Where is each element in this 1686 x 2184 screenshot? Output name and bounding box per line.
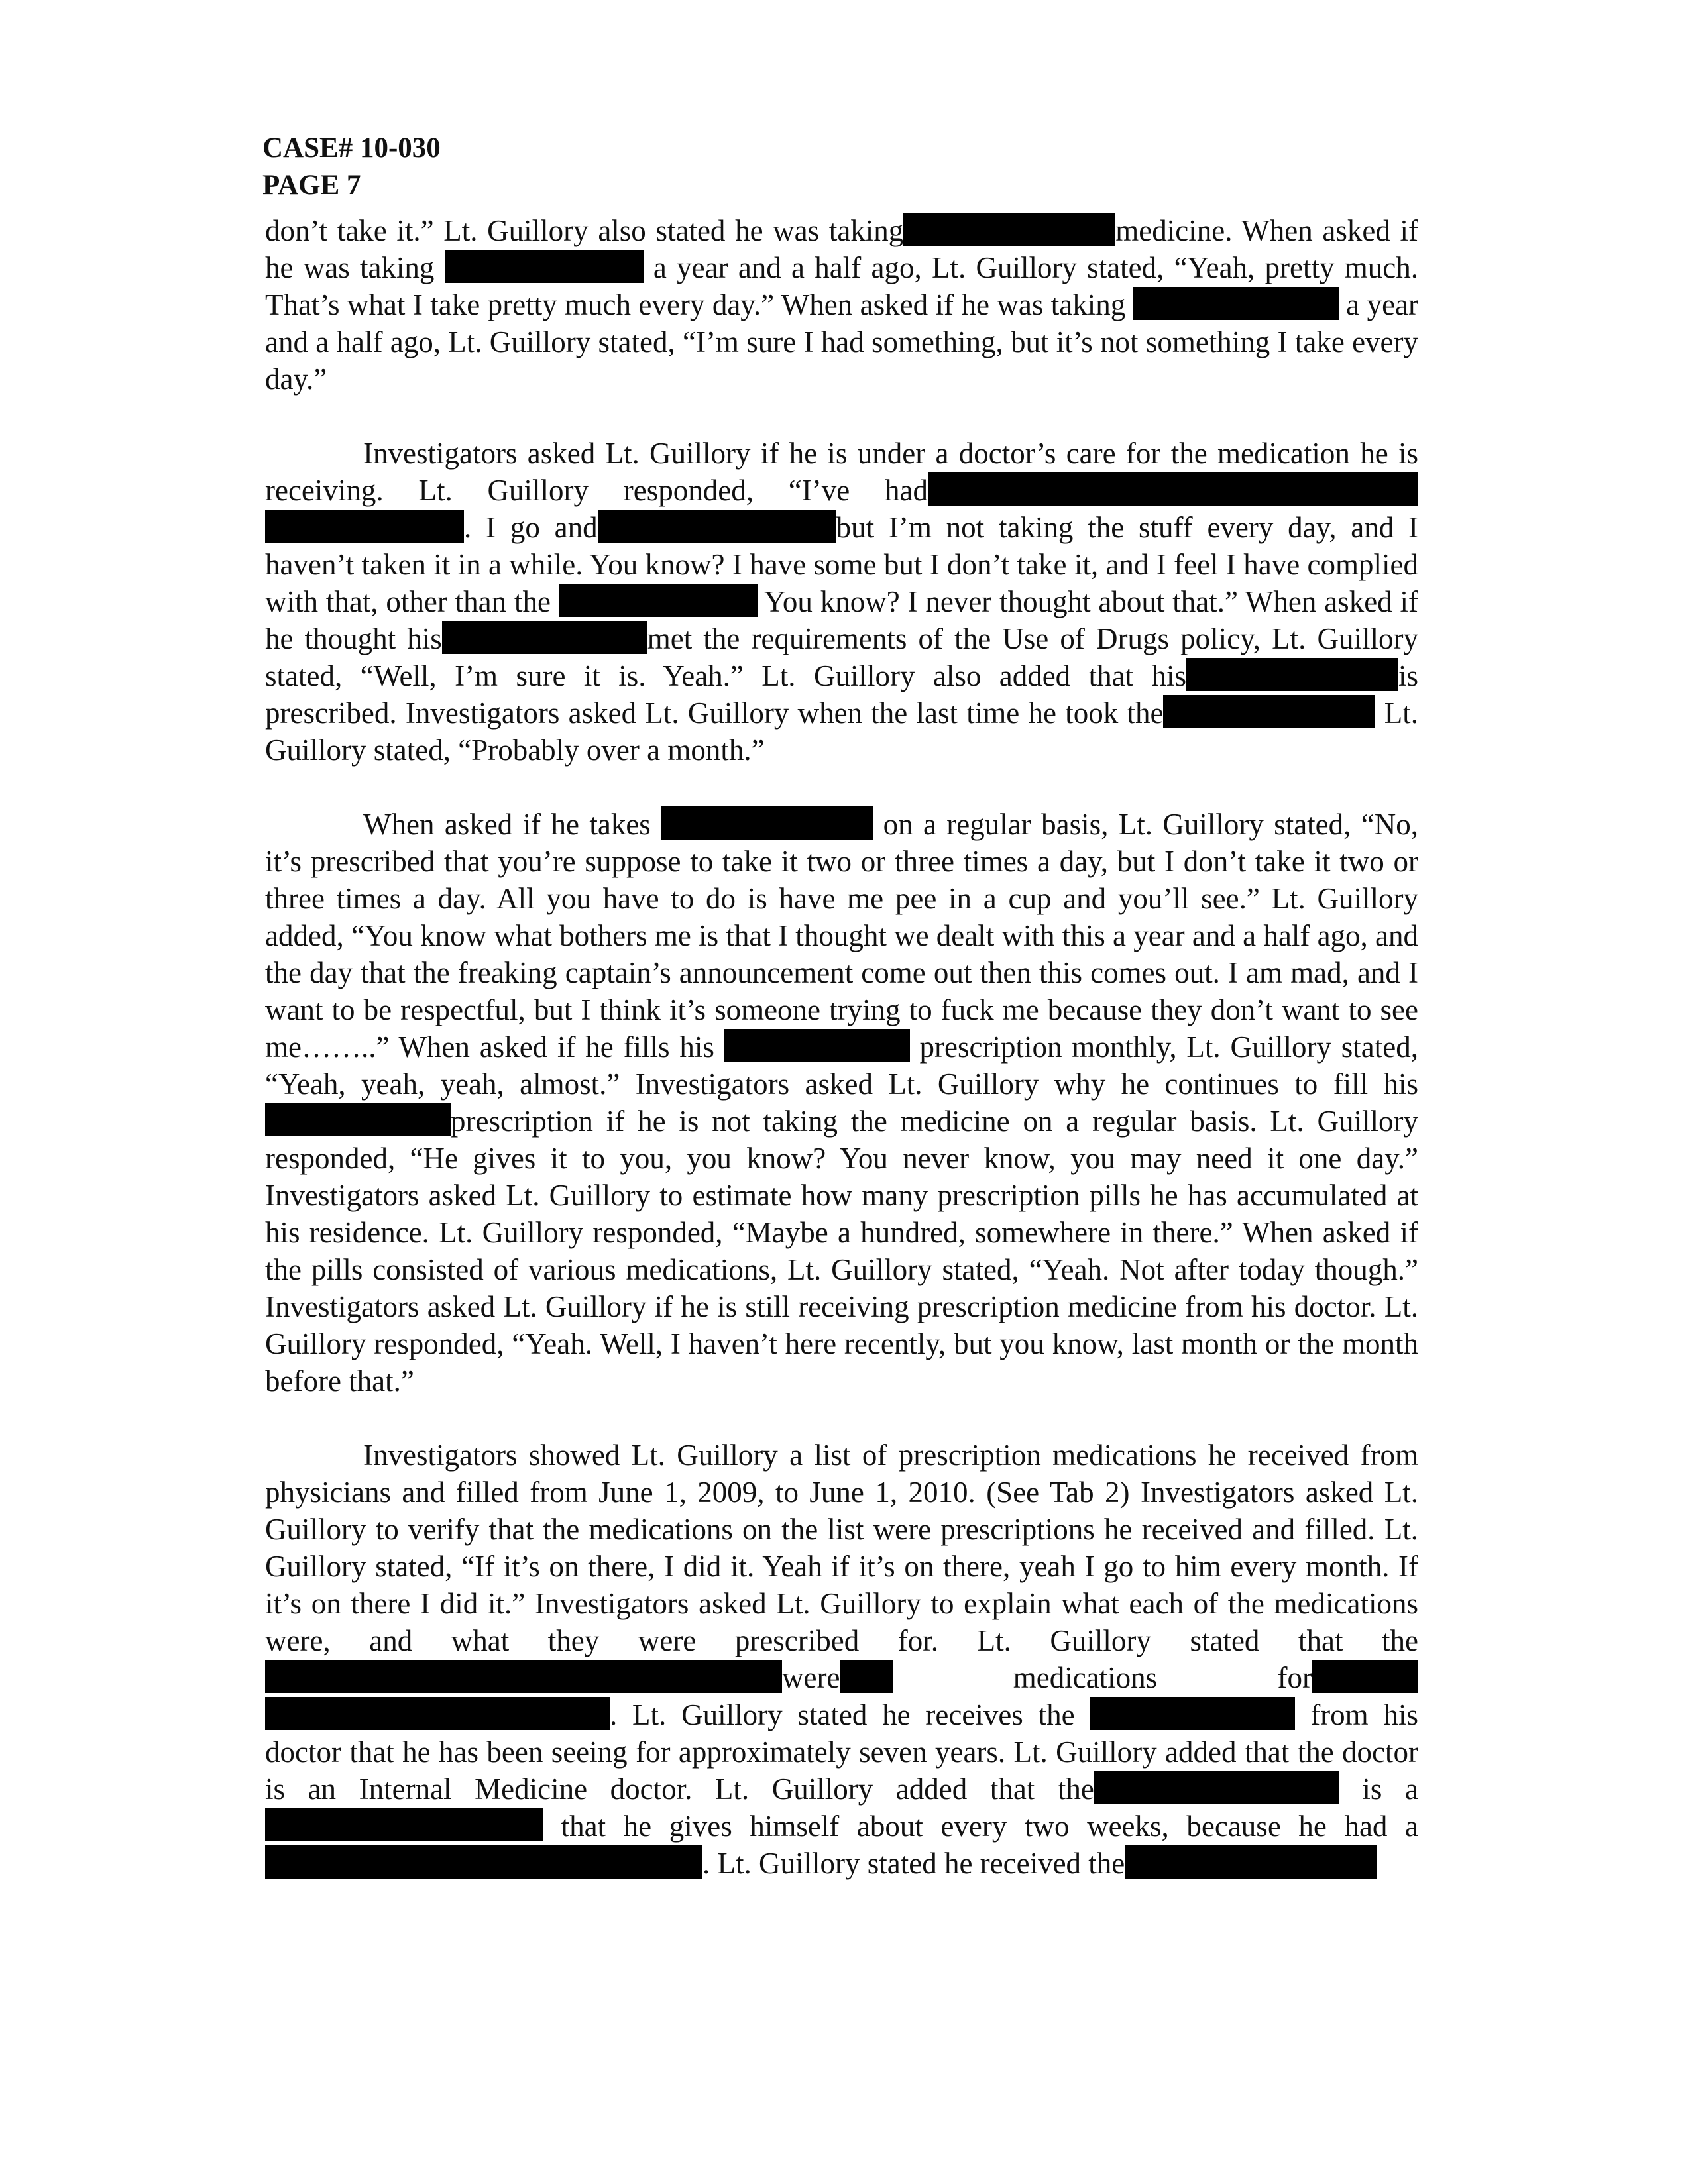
redaction-bar [661,806,873,840]
text-segment: When asked if he takes [363,808,661,841]
redaction-bar [445,250,644,283]
text-segment: . I go and [464,511,598,544]
redaction-bar [442,621,647,654]
text-segment: don’t take it.” Lt. Guillory also stated he was taking [265,214,904,247]
text-segment: You know? I never thought about that.” When asked if he thought his [265,585,1418,655]
redaction-bar [1125,1845,1377,1879]
redaction-bar [928,472,1418,506]
page-number: PAGE 7 [262,170,361,201]
text-segment: were [782,1661,840,1694]
redaction-bar [903,213,1115,246]
redaction-bar [751,1029,910,1062]
redaction-bar [1094,1771,1339,1804]
text-segment: from his doctor that he has been seeing for approximately seven years. Lt. Guillory added that the doctor is an Internal Medicine doctor. Lt. Guillory added that the [265,1698,1418,1806]
text-segment: met the requirements of the Use of Drugs policy, Lt. Guillory stated, “Well, I’m sure it is. Yeah.” Lt. Guillory also added that his [265,622,1418,692]
redaction-bar [1133,287,1339,320]
text-segment: Investigators asked Lt. Guillory if he is under a doctor’s care for the medication he is receiving. Lt. Guillory responded, “I’ve had [265,437,1418,507]
redaction-bar [265,1845,702,1879]
text-segment: but I’m not taking the stuff every day, and I haven’t taken it in a while. You know? I have some but I don’t take it, and I feel I have complied with that, other than the [265,511,1419,618]
text-segment: a year and a half ago, Lt. Guillory stated, “I’m sure I had something, but it’s not something I take every day.” [265,288,1419,396]
text-segment: Lt. Guillory stated, “Probably over a month.” [265,696,1418,767]
text-segment: is prescribed. Investigators asked Lt. Guillory when the last time he took the [265,659,1418,730]
redaction-bar [1186,658,1398,691]
redaction-bar [559,584,758,617]
redaction-bar [598,510,836,543]
redaction-bar [724,1029,751,1062]
text-segment: medicine. When asked if he was taking [265,214,1418,284]
redaction-bar [265,1697,610,1730]
redaction-bar [265,1660,782,1693]
text-segment: Investigators showed Lt. Guillory a list of prescription medications he received from physicians and filled from June 1, 2009, to June 1, 2010. (See Tab 2) Investigators asked Lt. Guillory to verify that the medications on the list were prescriptions he received and filled. Lt. Guillory stated, “If it’s on there, I did it. Yeah if it’s on there, yeah I go to him every month. If it’s on there I did it.” Investigators asked Lt. Guillory to explain what each of the medications were, and what they were prescribed for. Lt. Guillory stated that the [265,1439,1418,1657]
page-header [262,130,441,204]
case-number: CASE# 10-030 [262,133,441,164]
text-segment: that he gives himself about every two weeks, because he had a [543,1810,1418,1843]
body-text [265,212,1418,1919]
paragraph [265,435,1418,769]
text-segment: on a regular basis, Lt. Guillory stated, “No, it’s prescribed that you’re suppose to take it two or three times a day, but I don’t take it two or three times a day. All you have to do is have me pee in a cup and you’ll see.” Lt. Guillory added, “You know what bothers me is that I thought we dealt with this a year and a half ago, and the day that the freaking captain’s announcement come out then this comes out. I am mad, and I want to be respectful, but I think it’s someone trying to fuck me because they don’t want to see me……..” When asked if he fills his [265,808,1419,1064]
redaction-bar [265,510,464,543]
text-segment: . Lt. Guillory stated he received the [702,1847,1125,1880]
redaction-bar [1090,1697,1295,1730]
redaction-bar [1312,1660,1418,1693]
redaction-bar [265,1103,451,1136]
redaction-bar [1163,695,1375,728]
text-segment: prescription monthly, Lt. Guillory stated, “Yeah, yeah, yeah, almost.” Investigators asked Lt. Guillory why he continues to fill his [265,1030,1418,1101]
text-segment: prescription if he is not taking the medicine on a regular basis. Lt. Guillory responded, “He gives it to you, you know? You never know, you may need it one day.” Investigators asked Lt. Guillory to estimate how many prescription pills he has accumulated at his residence. Lt. Guillory responded, “Maybe a hundred, somewhere in there.” When asked if the pills consisted of various medications, Lt. Guillory stated, “Yeah. Not after today though.” Investigators asked Lt. Guillory if he is still receiving prescription medicine from his doctor. Lt. Guillory responded, “Yeah. Well, I haven’t here recently, but you know, last month or the month before that.” [265,1105,1418,1397]
text-segment: . Lt. Guillory stated he receives the [610,1698,1090,1731]
text-segment: medications for [893,1661,1312,1694]
redaction-bar [265,1808,543,1841]
paragraph [265,1437,1418,1882]
paragraph [265,806,1418,1399]
redaction-bar [840,1660,893,1693]
text-segment: a year and a half ago, Lt. Guillory stated, “Yeah, pretty much. That’s what I take pretty much every day.” When asked if he was taking [265,251,1418,321]
paragraph [265,212,1418,398]
text-segment: is a [1339,1773,1418,1806]
